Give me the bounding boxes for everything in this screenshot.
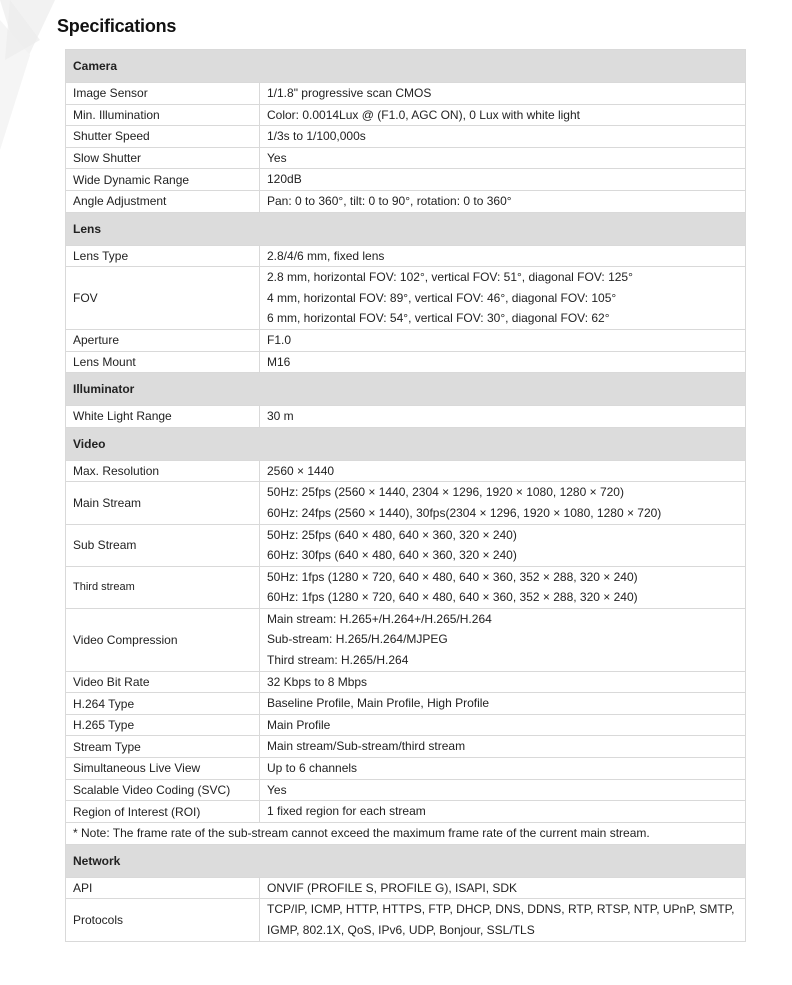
- spec-value-line: F1.0: [267, 332, 292, 347]
- specifications-table: [65, 49, 746, 942]
- spec-value: [260, 671, 746, 693]
- spec-value-line: Sub-stream: H.265/H.264/MJPEG: [267, 632, 448, 647]
- section-header-row: [66, 844, 746, 877]
- spec-value-line: Up to 6 channels: [267, 761, 358, 776]
- spec-label: Aperture: [66, 329, 260, 351]
- spec-row: [66, 329, 746, 351]
- spec-row: [66, 245, 746, 267]
- spec-value: [260, 714, 746, 736]
- section-title: Camera: [66, 50, 746, 83]
- spec-value-line: Baseline Profile, Main Profile, High Profile: [267, 696, 490, 711]
- spec-value-line: Color: 0.0014Lux @ (F1.0, AGC ON), 0 Lux with white light: [267, 107, 580, 122]
- spec-value-line: ONVIF (PROFILE S, PROFILE G), ISAPI, SDK: [267, 880, 518, 895]
- spec-value: [260, 877, 746, 899]
- spec-label: H.264 Type: [66, 693, 260, 715]
- spec-value-line: 2560 × 1440: [267, 463, 335, 478]
- spec-row: [66, 126, 746, 148]
- spec-value-line: 120dB: [267, 172, 302, 187]
- spec-label: Scalable Video Coding (SVC): [66, 779, 260, 801]
- spec-value: [260, 351, 746, 373]
- spec-value-line: 2.8 mm, horizontal FOV: 102°, vertical FOV: 51°, diagonal FOV: 125°: [267, 270, 633, 285]
- spec-value: [260, 104, 746, 126]
- spec-label: Sub Stream: [66, 524, 260, 566]
- spec-label: Wide Dynamic Range: [66, 169, 260, 191]
- spec-value-line: Main stream/Sub-stream/third stream: [267, 739, 466, 754]
- spec-row: [66, 83, 746, 105]
- spec-label: Stream Type: [66, 736, 260, 758]
- spec-row: [66, 758, 746, 780]
- spec-value-line: 60Hz: 30fps (640 × 480, 640 × 360, 320 × 240): [267, 548, 517, 563]
- spec-value-line: Third stream: H.265/H.264: [267, 653, 409, 668]
- section-title: Video: [66, 427, 746, 460]
- spec-label: White Light Range: [66, 406, 260, 428]
- spec-value-line: 1 fixed region for each stream: [267, 804, 426, 819]
- spec-row: [66, 460, 746, 482]
- spec-value-line: 60Hz: 24fps (2560 × 1440), 30fps(2304 × 1296, 1920 × 1080, 1280 × 720): [267, 505, 662, 520]
- spec-value-line: 6 mm, horizontal FOV: 54°, vertical FOV: 30°, diagonal FOV: 62°: [267, 311, 610, 326]
- spec-label: Slow Shutter: [66, 147, 260, 169]
- spec-value-line: Main Profile: [267, 717, 331, 732]
- spec-label: Angle Adjustment: [66, 190, 260, 212]
- spec-row: [66, 801, 746, 823]
- spec-row: [66, 147, 746, 169]
- spec-label: Protocols: [66, 899, 260, 941]
- spec-row: [66, 671, 746, 693]
- spec-label: Third stream: [66, 566, 260, 608]
- spec-value-line: 60Hz: 1fps (1280 × 720, 640 × 480, 640 × 360, 352 × 288, 320 × 240): [267, 590, 638, 605]
- spec-value-line: 30 m: [267, 409, 294, 424]
- spec-value-line: 2.8/4/6 mm, fixed lens: [267, 248, 385, 263]
- spec-value: [260, 693, 746, 715]
- spec-value: [260, 245, 746, 267]
- spec-row: [66, 482, 746, 524]
- spec-value: [260, 329, 746, 351]
- spec-value-line: Yes: [267, 782, 287, 797]
- spec-row: [66, 406, 746, 428]
- spec-row: [66, 714, 746, 736]
- spec-label: Simultaneous Live View: [66, 758, 260, 780]
- spec-value: [260, 482, 746, 524]
- spec-value-line: 50Hz: 25fps (640 × 480, 640 × 360, 320 × 240): [267, 527, 517, 542]
- spec-value-line: M16: [267, 354, 291, 369]
- spec-value-line: TCP/IP, ICMP, HTTP, HTTPS, FTP, DHCP, DNS, DDNS, RTP, RTSP, NTP, UPnP, SMTP,: [267, 902, 735, 917]
- spec-label: Video Bit Rate: [66, 671, 260, 693]
- spec-label: Region of Interest (ROI): [66, 801, 260, 823]
- section-header-row: [66, 212, 746, 245]
- spec-value: [260, 899, 746, 941]
- spec-value: [260, 460, 746, 482]
- spec-label: Min. Illumination: [66, 104, 260, 126]
- spec-value: [260, 524, 746, 566]
- spec-value: [260, 190, 746, 212]
- spec-value-line: 32 Kbps to 8 Mbps: [267, 674, 368, 689]
- spec-value-line: Main stream: H.265+/H.264+/H.265/H.264: [267, 611, 492, 626]
- spec-row: [66, 566, 746, 608]
- spec-label: FOV: [66, 267, 260, 330]
- spec-value: [260, 406, 746, 428]
- section-header-row: [66, 50, 746, 83]
- spec-label: Lens Type: [66, 245, 260, 267]
- spec-value-line: 1/1.8" progressive scan CMOS: [267, 86, 432, 100]
- note-text: * Note: The frame rate of the sub-stream cannot exceed the maximum frame rate of the current main stream.: [66, 822, 746, 844]
- section-title: Lens: [66, 212, 746, 245]
- spec-value: [260, 147, 746, 169]
- spec-value: [260, 608, 746, 671]
- spec-row: [66, 693, 746, 715]
- spec-value-line: 1/3s to 1/100,000s: [267, 129, 366, 144]
- section-title: Illuminator: [66, 373, 746, 406]
- spec-value: [260, 736, 746, 758]
- spec-value: [260, 267, 746, 330]
- spec-label: Max. Resolution: [66, 460, 260, 482]
- note-row: [66, 822, 746, 844]
- spec-value-line: 4 mm, horizontal FOV: 89°, vertical FOV: 46°, diagonal FOV: 105°: [267, 290, 617, 305]
- spec-value: [260, 801, 746, 823]
- section-title: Network: [66, 844, 746, 877]
- spec-label: API: [66, 877, 260, 899]
- spec-value: [260, 126, 746, 148]
- spec-row: [66, 877, 746, 899]
- spec-row: [66, 267, 746, 330]
- spec-row: [66, 736, 746, 758]
- spec-row: [66, 351, 746, 373]
- page-title: Specifications: [57, 16, 177, 36]
- section-header-row: [66, 373, 746, 406]
- spec-value: [260, 83, 746, 105]
- spec-row: [66, 608, 746, 671]
- spec-row: [66, 104, 746, 126]
- section-header-row: [66, 427, 746, 460]
- spec-row: [66, 169, 746, 191]
- spec-row: [66, 779, 746, 801]
- spec-label: Shutter Speed: [66, 126, 260, 148]
- spec-label: Main Stream: [66, 482, 260, 524]
- spec-label: Video Compression: [66, 608, 260, 671]
- spec-value-line: 50Hz: 1fps (1280 × 720, 640 × 480, 640 × 360, 352 × 288, 320 × 240): [267, 569, 638, 584]
- spec-label: Lens Mount: [66, 351, 260, 373]
- spec-row: [66, 524, 746, 566]
- spec-value-line: Pan: 0 to 360°, tilt: 0 to 90°, rotation: 0 to 360°: [267, 193, 512, 208]
- spec-row: [66, 190, 746, 212]
- spec-value-line: IGMP, 802.1X, QoS, IPv6, UDP, Bonjour, SSL/TLS: [267, 923, 535, 937]
- spec-value: [260, 169, 746, 191]
- spec-value: [260, 779, 746, 801]
- spec-row: [66, 899, 746, 941]
- spec-label: Image Sensor: [66, 83, 260, 105]
- spec-value-line: Yes: [267, 150, 287, 165]
- spec-value-line: 50Hz: 25fps (2560 × 1440, 2304 × 1296, 1920 × 1080, 1280 × 720): [267, 485, 624, 500]
- spec-label: H.265 Type: [66, 714, 260, 736]
- spec-value: [260, 758, 746, 780]
- spec-value: [260, 566, 746, 608]
